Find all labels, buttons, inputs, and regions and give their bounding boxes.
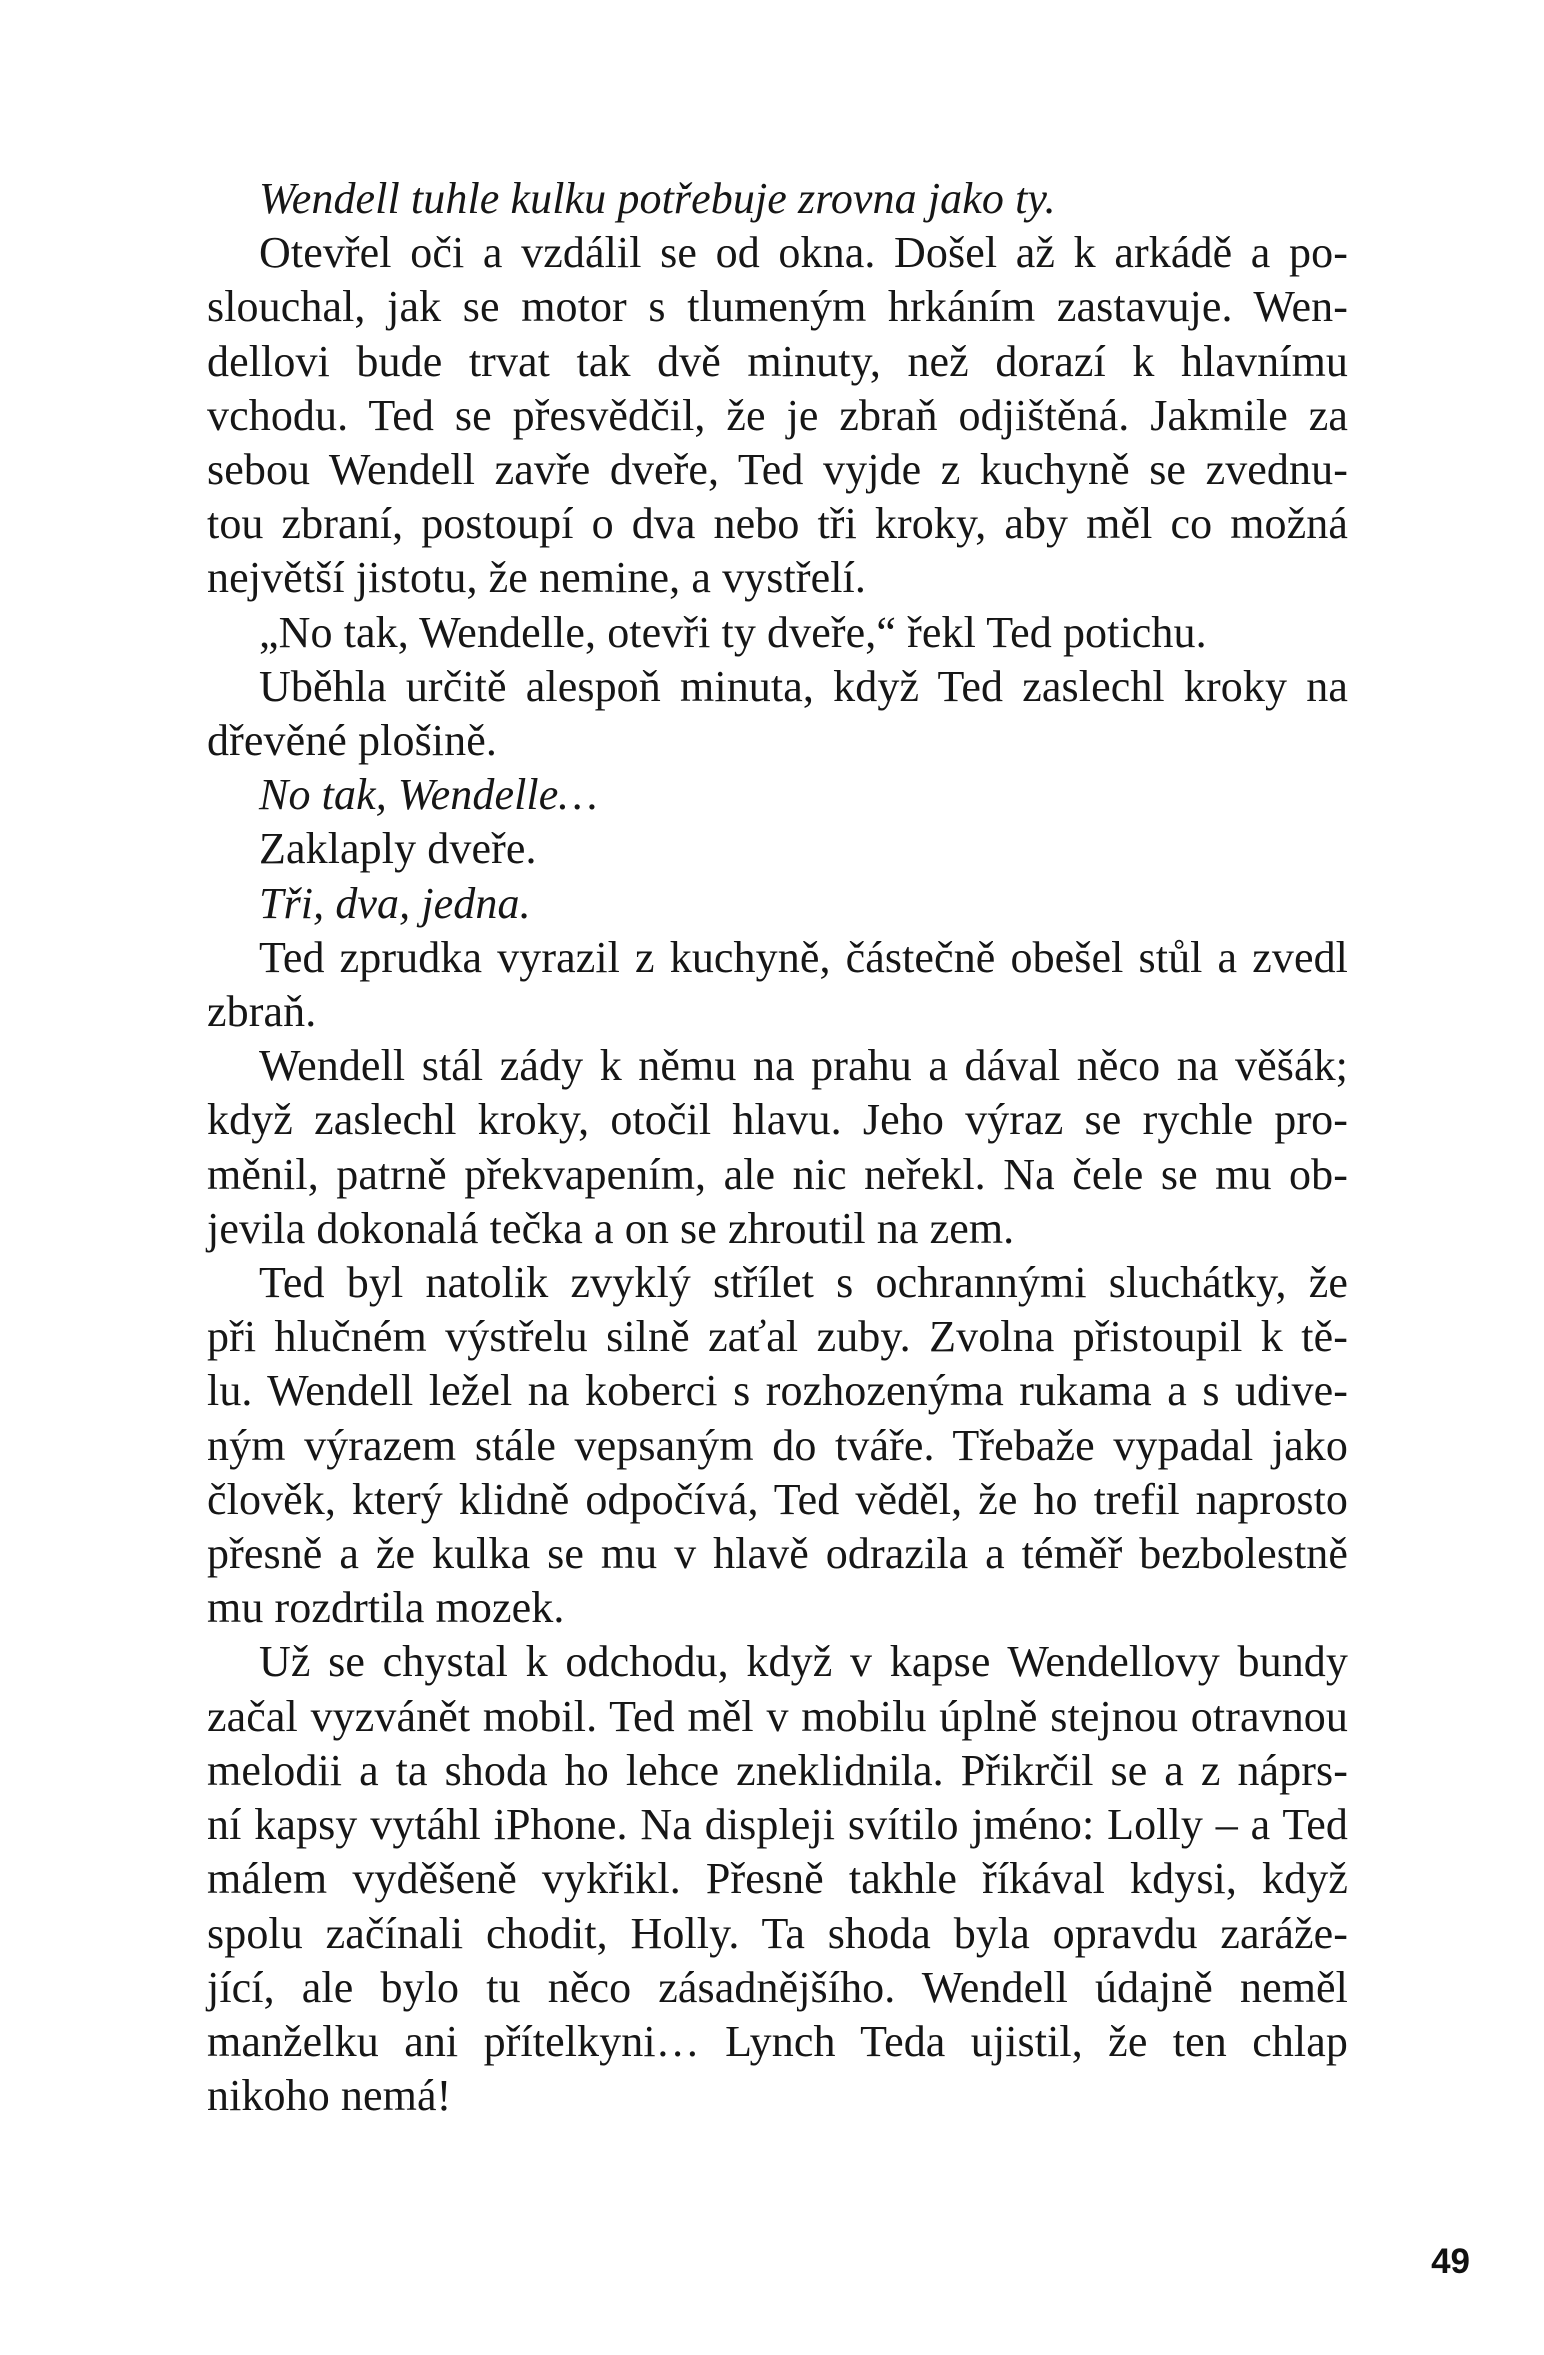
text-line: měnil, patrně překvapením, ale nic neřekl. Na čele se mu ob- [207, 1149, 1348, 1199]
paragraph [207, 822, 1348, 876]
text-line: přesně a že kulka se mu v hlavě odrazila a téměř bezbolestně [207, 1529, 1348, 1579]
paragraph [207, 1635, 1348, 2123]
text-line: slouchal, jak se motor s tlumeným hrkáním zastavuje. Wen- [207, 282, 1348, 332]
text-line: ným výrazem stále vepsaným do tváře. Třebaže vypadal jako [207, 1420, 1348, 1470]
text-line: dřevěné plošině. [207, 716, 497, 766]
text-line: nikoho nemá! [207, 2071, 452, 2121]
paragraph [207, 931, 1348, 1039]
text-line: Už se chystal k odchodu, když v kapse Wendellovy bundy [259, 1637, 1348, 1687]
text-line: zbraň. [207, 987, 317, 1037]
body-text [207, 172, 1348, 2123]
text-line: Uběhla určitě alespoň minuta, když Ted zaslechl kroky na [259, 661, 1348, 711]
paragraph [207, 660, 1348, 768]
text-line: dellovi bude trvat tak dvě minuty, než dorazí k hlavnímu [207, 336, 1348, 386]
text-line: jící, ale bylo tu něco zásadnějšího. Wendell údajně neměl [207, 1962, 1348, 2012]
text-line: Ted zprudka vyrazil z kuchyně, částečně obešel stůl a zvedl [259, 932, 1348, 982]
text-line: Otevřel oči a vzdálil se od okna. Došel až k arkádě a po- [259, 228, 1348, 278]
paragraph [207, 1256, 1348, 1635]
paragraph [207, 172, 1348, 226]
text-line: tou zbraní, postoupí o dva nebo tři kroky, aby měl co možná [207, 499, 1348, 549]
text-line: málem vyděšeně vykřikl. Přesně takhle říkával kdysi, když [207, 1854, 1348, 1904]
text-line: Wendell stál zády k němu na prahu a dával něco na věšák; [259, 1041, 1348, 1091]
text-line: vchodu. Ted se přesvědčil, že je zbraň odjištěná. Jakmile za [207, 390, 1348, 440]
page-number: 49 [1431, 2242, 1470, 2281]
text-line: lu. Wendell ležel na koberci s rozhozenýma rukama a s udive- [207, 1366, 1348, 1416]
text-line: člověk, který klidně odpočívá, Ted věděl, že ho trefil naprosto [207, 1474, 1348, 1524]
text-line: „No tak, Wendelle, otevři ty dveře,“ řekl Ted potichu. [259, 607, 1207, 657]
paragraph [207, 1039, 1348, 1256]
text-line: melodii a ta shoda ho lehce zneklidnila. Přikrčil se a z náprs- [207, 1745, 1348, 1795]
text-line: mu rozdrtila mozek. [207, 1583, 565, 1633]
text-line: jevila dokonalá tečka a on se zhroutil na zem. [207, 1203, 1015, 1253]
text-line: No tak, Wendelle… [259, 770, 598, 820]
text-line: začal vyzvánět mobil. Ted měl v mobilu úplně stejnou otravnou [207, 1691, 1348, 1741]
text-line: ní kapsy vytáhl iPhone. Na displeji svítilo jméno: Lolly – a Ted [207, 1800, 1348, 1850]
text-line: spolu začínali chodit, Holly. Ta shoda byla opravdu zaráže- [207, 1908, 1348, 1958]
text-line: sebou Wendell zavře dveře, Ted vyjde z kuchyně se zvednu- [207, 445, 1348, 495]
paragraph [207, 226, 1348, 605]
paragraph [207, 877, 1348, 931]
text-line: při hlučném výstřelu silně zaťal zuby. Zvolna přistoupil k tě- [207, 1312, 1348, 1362]
text-line: Ted byl natolik zvyklý střílet s ochrannými sluchátky, že [259, 1258, 1348, 1308]
paragraph [207, 606, 1348, 660]
text-line: Tři, dva, jedna. [259, 878, 531, 928]
text-line: manželku ani přítelkyni… Lynch Teda ujistil, že ten chlap [207, 2016, 1348, 2066]
paragraph [207, 768, 1348, 822]
text-line: Zaklaply dveře. [259, 824, 537, 874]
text-line: největší jistotu, že nemine, a vystřelí. [207, 553, 866, 603]
text-line: Wendell tuhle kulku potřebuje zrovna jako ty. [259, 174, 1056, 223]
text-line: když zaslechl kroky, otočil hlavu. Jeho výraz se rychle pro- [207, 1095, 1348, 1145]
